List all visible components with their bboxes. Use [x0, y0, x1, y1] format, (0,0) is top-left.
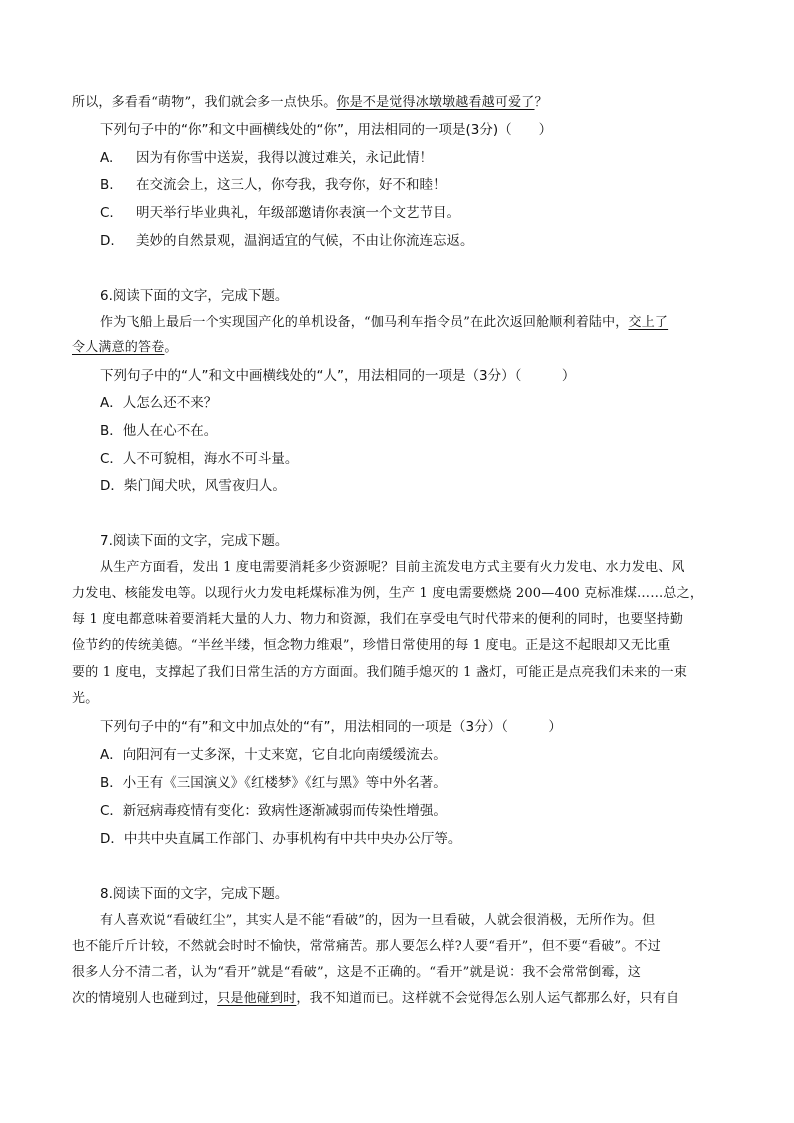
q7-heading: 7.阅读下面的文字，完成下题。 — [100, 533, 289, 549]
option-letter: A. — [100, 150, 114, 166]
q8-heading: 8.阅读下面的文字，完成下题。 — [100, 886, 289, 902]
q7-option-d[interactable]: D．中共中央直属工作部门、办事机构有中共中央办公厅等。 — [100, 831, 462, 847]
q5-option-c[interactable] — [100, 203, 460, 223]
option-text: 因为有你雪中送炭，我得以渡过难关，永记此情！ — [136, 150, 433, 166]
q6-passage-line-2 — [72, 338, 178, 358]
q5-option-b[interactable] — [100, 175, 447, 195]
underlined-phrase: 你是不是觉得冰墩墩越看越可爱了 — [336, 95, 535, 110]
option-text: 明天举行毕业典礼，年级部邀请你表演一个文艺节目。 — [136, 205, 460, 221]
q5-passage-tail — [72, 93, 548, 113]
underlined-phrase: 只是他碰到时 — [217, 991, 297, 1006]
q7-passage-line: 要的 1 度电，支撑起了我们日常生活的方方面面。我们随手熄灭的 1 盏灯，可能正是点亮我们未来的一束 — [72, 665, 688, 680]
q8-passage-line: 也不能斤斤计较，不然就会时时不愉快，常常痛苦。那人要怎么样?人要“看开”，但不要“看破”。不过 — [72, 939, 661, 954]
passage-text: 次的情境别人也碰到过， — [72, 991, 218, 1006]
passage-text: 所以，多看看“萌物”，我们就会多一点快乐。 — [72, 95, 337, 110]
q7-question: 下列句子中的“有”和文中加点处的“有”，用法相同的一项是（3分）（ ） — [100, 719, 562, 735]
q5-option-a[interactable] — [100, 148, 433, 168]
q6-option-b[interactable]: B．他人在心不在。 — [100, 423, 218, 439]
passage-text: ？ — [534, 95, 548, 110]
q7-option-b[interactable]: B．小王有《三国演义》《红楼梦》《红与黑》等中外名著。 — [100, 775, 447, 791]
q8-passage-line: 很多人分不清二者，认为“看开”就是“看破”，这是不正确的。“看开”就是说：我不会常常倒霉，这 — [72, 965, 642, 980]
q7-passage-line: 从生产方面看，发出 1 度电需要消耗多少资源呢？目前主流发电方式主要有火力发电、水力发电、风 — [100, 560, 685, 575]
q6-option-c[interactable]: C．人不可貌相，海水不可斗量。 — [100, 451, 299, 467]
q5-question: 下列句子中的“你”和文中画横线处的“你”，用法相同的一项是(3分)（ ） — [100, 122, 553, 138]
q6-passage-line-1 — [100, 313, 668, 333]
option-letter: D. — [100, 233, 115, 249]
q7-passage-line: 光。 — [72, 691, 99, 706]
q7-passage-line: 俭节约的传统美德。“半丝半缕，恒念物力维艰”，珍惜日常使用的每 1 度电。正是这不起眼却又无比重 — [72, 638, 671, 653]
underlined-phrase: 令人满意的答卷 — [72, 340, 165, 355]
q6-option-a[interactable]: A．人怎么还不来？ — [100, 395, 218, 411]
q6-heading: 6.阅读下面的文字，完成下题。 — [100, 288, 289, 304]
passage-text: 作为飞船上最后一个实现国产化的单机设备，“伽马利车指令员”在此次返回舱顺利着陆中， — [100, 315, 629, 330]
option-text: 美妙的自然景观，温润适宜的气候，不由让你流连忘返。 — [136, 233, 474, 249]
option-letter: C. — [100, 205, 114, 221]
q7-passage-line: 力发电、核能发电等。以现行火力发电耗煤标准为例，生产 1 度电需要燃烧 200—400 克标准煤……总之， — [72, 586, 704, 601]
q7-passage-line: 每 1 度电都意味着要消耗大量的人力、物力和资源，我们在享受电气时代带来的便利的同时，也要坚持勤 — [72, 612, 684, 627]
option-letter: B. — [100, 177, 114, 193]
q5-option-d[interactable] — [100, 231, 474, 251]
q8-passage-line: 有人喜欢说“看破红尘”，其实人是不能“看破”的，因为一旦看破，人就会很消极，无所作为。但 — [100, 913, 656, 928]
option-text: 在交流会上，这三人，你夸我，我夸你，好不和睦！ — [136, 177, 447, 193]
q6-option-d[interactable]: D．柴门闻犬吠，风雪夜归人。 — [100, 478, 286, 494]
q8-passage-line — [72, 989, 679, 1009]
passage-text: ，我不知道而已。这样就不会觉得怎么别人运气都那么好，只有自 — [296, 991, 680, 1006]
q7-option-a[interactable]: A．向阳河有一丈多深，十丈来宽，它自北向南缓缓流去。 — [100, 747, 447, 763]
q6-question: 下列句子中的“人”和文中画横线处的“人”，用法相同的一项是（3分）（ ） — [100, 368, 576, 384]
underlined-phrase: 交上了 — [628, 315, 669, 330]
q7-option-c[interactable]: C．新冠病毒疫情有变化：致病性逐渐减弱而传染性增强。 — [100, 803, 447, 819]
passage-text: 。 — [164, 340, 178, 355]
